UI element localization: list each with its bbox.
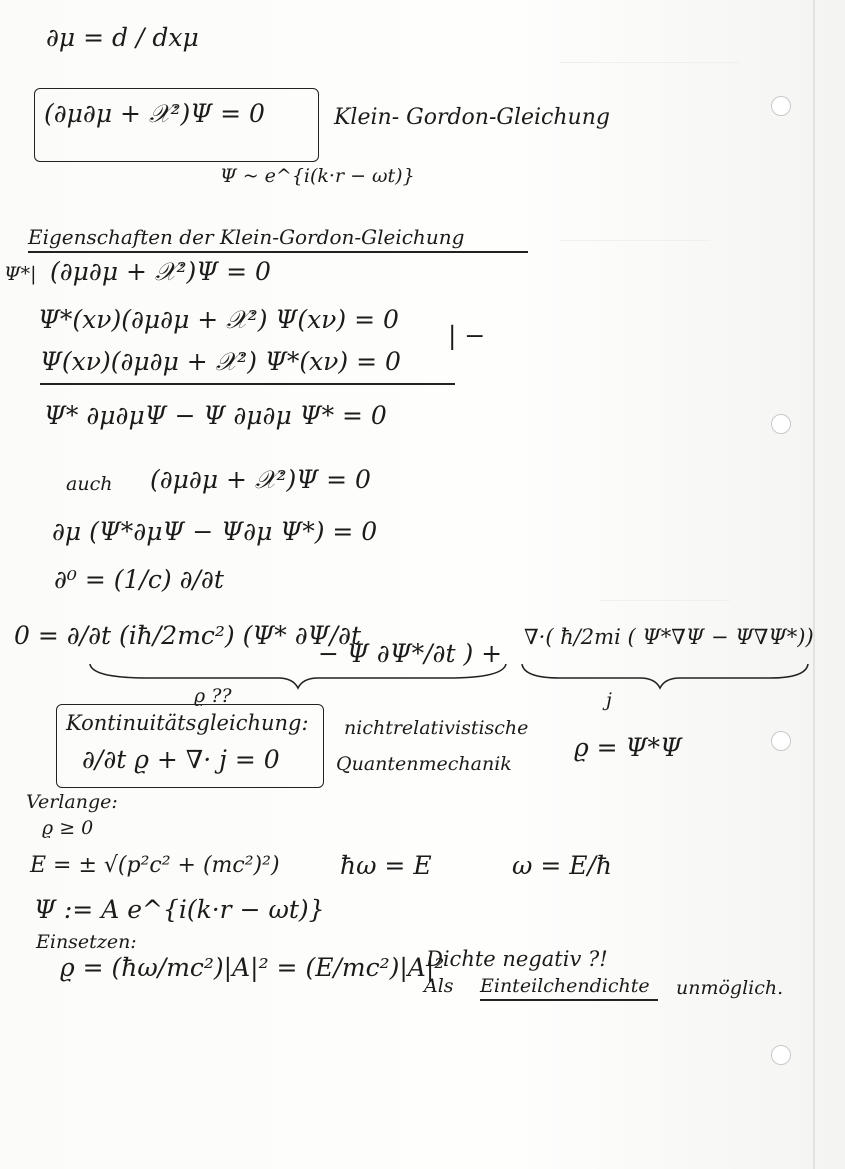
punch-hole: [771, 731, 791, 751]
partial-derivative-definition: ∂μ = d / dxμ: [46, 23, 199, 52]
subtract-marker: | −: [448, 321, 486, 350]
negative-density-note: Dichte negativ ?!: [426, 947, 608, 971]
impossible-label: unmöglich.: [676, 977, 784, 999]
positivity-condition: ϱ ≥ 0: [42, 817, 94, 839]
kg-equation-repeat: (∂μ∂μ + 𝒳²)Ψ = 0: [50, 257, 271, 286]
page-edge: [813, 0, 815, 1169]
frequency-relation: ω = E/ħ: [512, 851, 612, 880]
density-question: ϱ ??: [194, 685, 232, 707]
single-particle-density: Einteilchendichte: [480, 975, 650, 997]
section-heading: Eigenschaften der Klein-Gordon-Gleichung: [28, 225, 465, 249]
bleed-through: [600, 520, 730, 601]
difference-equation: Ψ* ∂μ∂μΨ − Ψ ∂μ∂μ Ψ* = 0: [44, 401, 387, 430]
continuity-title: Kontinuitätsgleichung:: [66, 711, 309, 735]
single-particle-underline: [480, 999, 658, 1001]
expanded-continuity-middle: − Ψ ∂Ψ*/∂t ) +: [318, 639, 503, 668]
density-definition: ϱ = Ψ*Ψ: [574, 733, 682, 762]
expanded-continuity-left: 0 = ∂/∂t (iħ/2mc²) (Ψ* ∂Ψ/∂t: [14, 621, 361, 650]
punch-hole: [771, 414, 791, 434]
kg-conjugate-multiplied: Ψ(xν)(∂μ∂μ + 𝒳²) Ψ*(xν) = 0: [40, 347, 401, 376]
klein-gordon-equation: (∂μ∂μ + 𝒳²)Ψ = 0: [44, 99, 265, 128]
einsetzen-label: Einsetzen:: [36, 931, 137, 953]
planck-relation: ħω = E: [340, 851, 432, 880]
qm-label: Quantenmechanik: [336, 753, 512, 775]
multiply-marker: Ψ*|: [4, 263, 37, 285]
plane-wave-ansatz: Ψ ~ e^{i(k·r − ωt)}: [220, 165, 415, 187]
current-brace: [520, 660, 810, 690]
continuity-equation: ∂/∂t ϱ + ∇· j = 0: [82, 745, 280, 774]
auch-label: auch: [66, 473, 113, 495]
wave-definition: Ψ := A e^{i(k·r − ωt)}: [34, 895, 325, 924]
punch-hole: [771, 96, 791, 116]
current-label: j: [606, 689, 612, 711]
expanded-continuity-right: ∇·( ħ/2mi ( Ψ*∇Ψ − Ψ∇Ψ*)): [524, 625, 814, 649]
subtraction-line: [40, 383, 455, 385]
energy-relation: E = ± √(p²c² + (mc²)²): [30, 853, 280, 878]
klein-gordon-label: Klein- Gordon-Gleichung: [334, 105, 610, 130]
density-result: ϱ = (ħω/mc²)|A|² = (E/mc²)|A|²: [60, 953, 445, 982]
heading-underline: [28, 251, 528, 253]
kg-multiplied-conjugate: Ψ*(xν)(∂μ∂μ + 𝒳²) Ψ(xν) = 0: [38, 305, 399, 334]
bleed-through: [560, 180, 710, 241]
als-label: Als: [424, 975, 454, 997]
nonrelativistic-label: nichtrelativistische: [344, 717, 529, 739]
kg-alternative-order: (∂μ∂μ + 𝒳²)Ψ = 0: [150, 465, 371, 494]
time-derivative-definition: ∂⁰ = (1/c) ∂/∂t: [54, 565, 224, 594]
punch-hole: [771, 1045, 791, 1065]
divergence-equation: ∂μ (Ψ*∂μΨ − Ψ∂μ Ψ*) = 0: [52, 517, 378, 546]
density-brace: [88, 660, 508, 690]
bleed-through: [560, 22, 740, 63]
verlange-label: Verlange:: [26, 791, 118, 813]
